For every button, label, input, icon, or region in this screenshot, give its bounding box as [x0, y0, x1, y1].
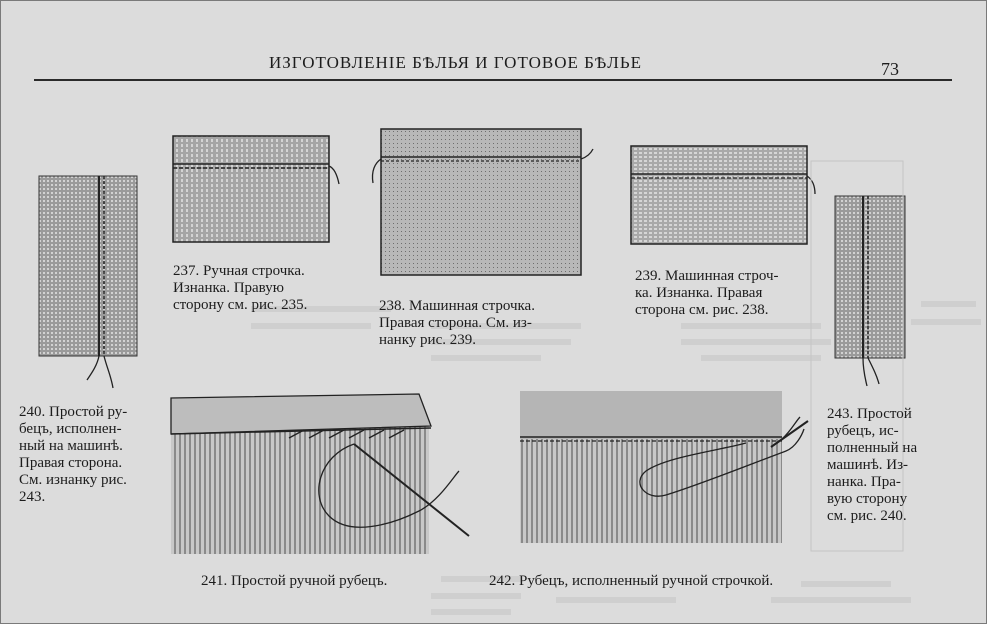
caption-line: рубецъ, ис- — [827, 423, 899, 439]
caption-line: Правая сторона. — [19, 455, 123, 471]
caption-line: сторона см. рис. 238. — [635, 302, 769, 318]
figure-238-machine-stitch-right-side — [369, 127, 594, 279]
page-number: 73 — [881, 59, 899, 79]
caption-figure-239 — [635, 268, 803, 319]
caption-line: 238. Машинная строчка. — [379, 298, 535, 314]
caption-line: Изнанка. Правую — [173, 280, 284, 296]
caption-line: См. изнанку рис. — [19, 472, 127, 488]
caption-line: нанку рис. 239. — [379, 332, 476, 348]
caption-figure-241: 241. Простой ручной рубецъ. — [201, 573, 388, 589]
caption-line: бецъ, исполнен- — [19, 421, 122, 437]
caption-line: 240. Простой ру- — [19, 404, 128, 420]
caption-line: ка. Изнанка. Правая — [635, 285, 763, 301]
caption-line: 237. Ручная строчка. — [173, 263, 305, 279]
caption-line: Правая сторона. См. из- — [379, 315, 532, 331]
caption-line: ный на машинѣ. — [19, 438, 123, 454]
caption-line: 243. Простой — [827, 406, 912, 422]
caption-figure-243 — [827, 406, 930, 525]
caption-line: 243. — [19, 489, 46, 505]
caption-line: 239. Машинная строч- — [635, 268, 779, 284]
caption-figure-242: 242. Рубецъ, исполненный ручной строчкой. — [489, 573, 774, 589]
caption-figure-240 — [19, 404, 154, 506]
caption-line: вую сторону — [827, 491, 908, 507]
running-header-title: ИЗГОТОВЛЕНІЕ БѢЛЬЯ И ГОТОВОЕ БѢЛЬЕ — [269, 53, 642, 72]
figure-239-machine-stitch-wrong-side — [629, 144, 819, 249]
caption-line: сторону см. рис. 235. — [173, 297, 308, 313]
caption-figure-238 — [379, 298, 589, 349]
header-rule — [34, 79, 952, 81]
caption-line: машинѣ. Из- — [827, 457, 909, 473]
figure-237-hand-stitch-wrong-side — [171, 134, 346, 246]
figure-240-machine-hem-right-side — [39, 176, 149, 391]
caption-figure-237 — [173, 263, 333, 314]
caption-line: полненный на — [827, 440, 918, 456]
caption-line: см. рис. 240. — [827, 508, 907, 524]
figure-242-hem-with-hand-stitch — [516, 391, 816, 551]
caption-line: нанка. Пра- — [827, 474, 901, 490]
figure-241-hand-hem-with-needle — [169, 386, 479, 556]
